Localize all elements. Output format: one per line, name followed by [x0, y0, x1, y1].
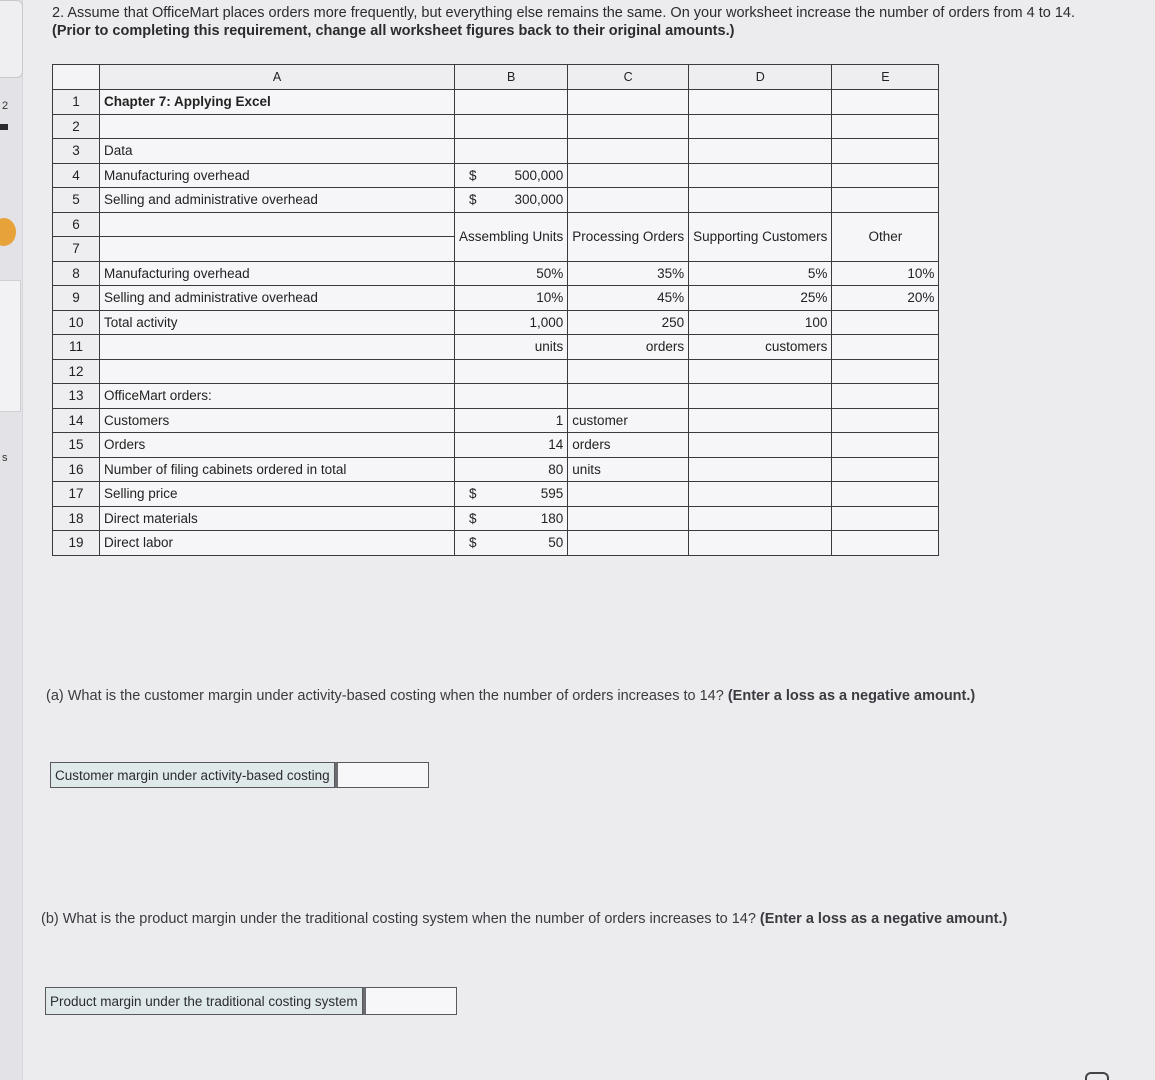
mfg-pct-e: 10% — [832, 261, 939, 286]
left-glyph-mid: s — [2, 452, 8, 464]
table-row — [53, 457, 939, 482]
row-number: 13 — [53, 384, 100, 409]
column-header-c: C — [568, 65, 689, 90]
column-header-row — [53, 65, 939, 90]
mfg-pct-b: 50% — [455, 261, 568, 286]
mfg-overhead-label-row8: Manufacturing overhead — [100, 261, 455, 286]
column-header-b: B — [455, 65, 568, 90]
officemart-orders-label: OfficeMart orders: — [100, 384, 455, 409]
dollar-sign: $ — [469, 510, 477, 526]
column-header-d: D — [689, 65, 832, 90]
sga-pct-e: 20% — [832, 286, 939, 311]
row-number: 7 — [53, 237, 100, 262]
unit-c: orders — [568, 335, 689, 360]
cabinets-label: Number of filing cabinets ordered in total — [100, 457, 455, 482]
sga-pct-b: 10% — [455, 286, 568, 311]
table-row — [53, 310, 939, 335]
cabinets-unit: units — [568, 457, 689, 482]
table-row — [53, 531, 939, 556]
sga-overhead-label: Selling and administrative overhead — [100, 188, 455, 213]
row-number: 19 — [53, 531, 100, 556]
sga-pct-d: 25% — [689, 286, 832, 311]
product-margin-input[interactable] — [363, 987, 457, 1015]
orders-value[interactable]: 14 — [455, 433, 568, 458]
column-header-a: A — [100, 65, 455, 90]
row-number: 8 — [53, 261, 100, 286]
row-number: 10 — [53, 310, 100, 335]
sheet-title: Chapter 7: Applying Excel — [100, 90, 455, 115]
row-number: 17 — [53, 482, 100, 507]
dollar-sign: $ — [469, 486, 477, 502]
row-number: 15 — [53, 433, 100, 458]
left-tab[interactable] — [0, 0, 23, 78]
table-row — [53, 506, 939, 531]
row-number: 18 — [53, 506, 100, 531]
left-panel-strip — [0, 0, 23, 1080]
table-row — [53, 212, 939, 237]
corner-cell — [53, 65, 100, 90]
mfg-pct-c: 35% — [568, 261, 689, 286]
activity-header-other: Other — [832, 212, 939, 261]
unit-d: customers — [689, 335, 832, 360]
question-bold: (Prior to completing this requirement, change all worksheet figures back to their original amounts.) — [52, 23, 735, 39]
total-activity-label: Total activity — [100, 310, 455, 335]
table-row — [53, 114, 939, 139]
part-b-instruction: (Enter a loss as a negative amount.) — [759, 911, 1008, 927]
total-activity-b: 1,000 — [455, 310, 568, 335]
customer-margin-label: Customer margin under activity-based costing — [50, 762, 335, 788]
table-row — [53, 286, 939, 311]
table-row — [53, 188, 939, 213]
row-number: 12 — [53, 359, 100, 384]
activity-header-processing: Processing Orders — [568, 212, 689, 261]
selling-price-label: Selling price — [100, 482, 455, 507]
question-text — [52, 4, 1092, 40]
orders-label: Orders — [100, 433, 455, 458]
total-activity-d: 100 — [689, 310, 832, 335]
bottom-corner-icon — [1085, 1072, 1109, 1080]
left-glyph-top: 2 — [2, 100, 9, 112]
cabinets-value: 80 — [455, 457, 568, 482]
row-number: 6 — [53, 212, 100, 237]
activity-header-supporting: Supporting Customers — [689, 212, 832, 261]
part-a-question: (a) What is the customer margin under activity-based costing when the number of orders increases to 14? — [46, 688, 724, 704]
mfg-pct-d: 5% — [689, 261, 832, 286]
selling-price-value: 595 — [540, 486, 564, 502]
direct-materials-label: Direct materials — [100, 506, 455, 531]
table-row — [53, 482, 939, 507]
part-b-question: (b) What is the product margin under the traditional costing system when the number of orders increases to 14? — [41, 911, 756, 927]
row-number: 4 — [53, 163, 100, 188]
row-number: 2 — [53, 114, 100, 139]
part-b-answer-row — [45, 987, 457, 1015]
part-a-prompt — [46, 686, 1106, 706]
customers-value: 1 — [455, 408, 568, 433]
customers-label: Customers — [100, 408, 455, 433]
row-number: 5 — [53, 188, 100, 213]
table-row — [53, 139, 939, 164]
customer-margin-input[interactable] — [335, 762, 429, 788]
customers-unit: customer — [568, 408, 689, 433]
data-label: Data — [100, 139, 455, 164]
sga-overhead-label-row9: Selling and administrative overhead — [100, 286, 455, 311]
mfg-overhead-value: 500,000 — [514, 167, 564, 183]
direct-labor-value: 50 — [548, 535, 564, 551]
row-number: 11 — [53, 335, 100, 360]
row-number: 14 — [53, 408, 100, 433]
left-panel-tab[interactable] — [0, 280, 21, 412]
mfg-overhead-label: Manufacturing overhead — [100, 163, 455, 188]
table-row — [53, 335, 939, 360]
orders-unit: orders — [568, 433, 689, 458]
dollar-sign: $ — [469, 535, 477, 551]
part-a-instruction: (Enter a loss as a negative amount.) — [727, 688, 976, 704]
left-marker — [0, 124, 8, 130]
table-row — [53, 359, 939, 384]
question-plain: 2. Assume that OfficeMart places orders more frequently, but everything else remains the same. On your worksheet increase the number of orders from 4 to 14. — [52, 5, 1076, 21]
sga-overhead-value: 300,000 — [514, 192, 564, 208]
dollar-sign: $ — [469, 167, 477, 183]
direct-materials-value: 180 — [540, 510, 564, 526]
column-header-e: E — [832, 65, 939, 90]
part-a-answer-row — [50, 762, 429, 788]
dollar-sign: $ — [469, 192, 477, 208]
row-number: 3 — [53, 139, 100, 164]
excel-worksheet — [52, 64, 939, 556]
table-row — [53, 261, 939, 286]
direct-labor-label: Direct labor — [100, 531, 455, 556]
sga-pct-c: 45% — [568, 286, 689, 311]
unit-b: units — [455, 335, 568, 360]
row-number: 16 — [53, 457, 100, 482]
part-b-prompt — [41, 909, 1101, 929]
table-row — [53, 433, 939, 458]
row-number: 9 — [53, 286, 100, 311]
activity-header-assembling: Assembling Units — [455, 212, 568, 261]
status-dot-icon — [0, 218, 16, 246]
table-row — [53, 408, 939, 433]
table-row — [53, 384, 939, 409]
product-margin-label: Product margin under the traditional costing system — [45, 987, 363, 1015]
table-row — [53, 90, 939, 115]
row-number: 1 — [53, 90, 100, 115]
total-activity-c: 250 — [568, 310, 689, 335]
table-row — [53, 163, 939, 188]
